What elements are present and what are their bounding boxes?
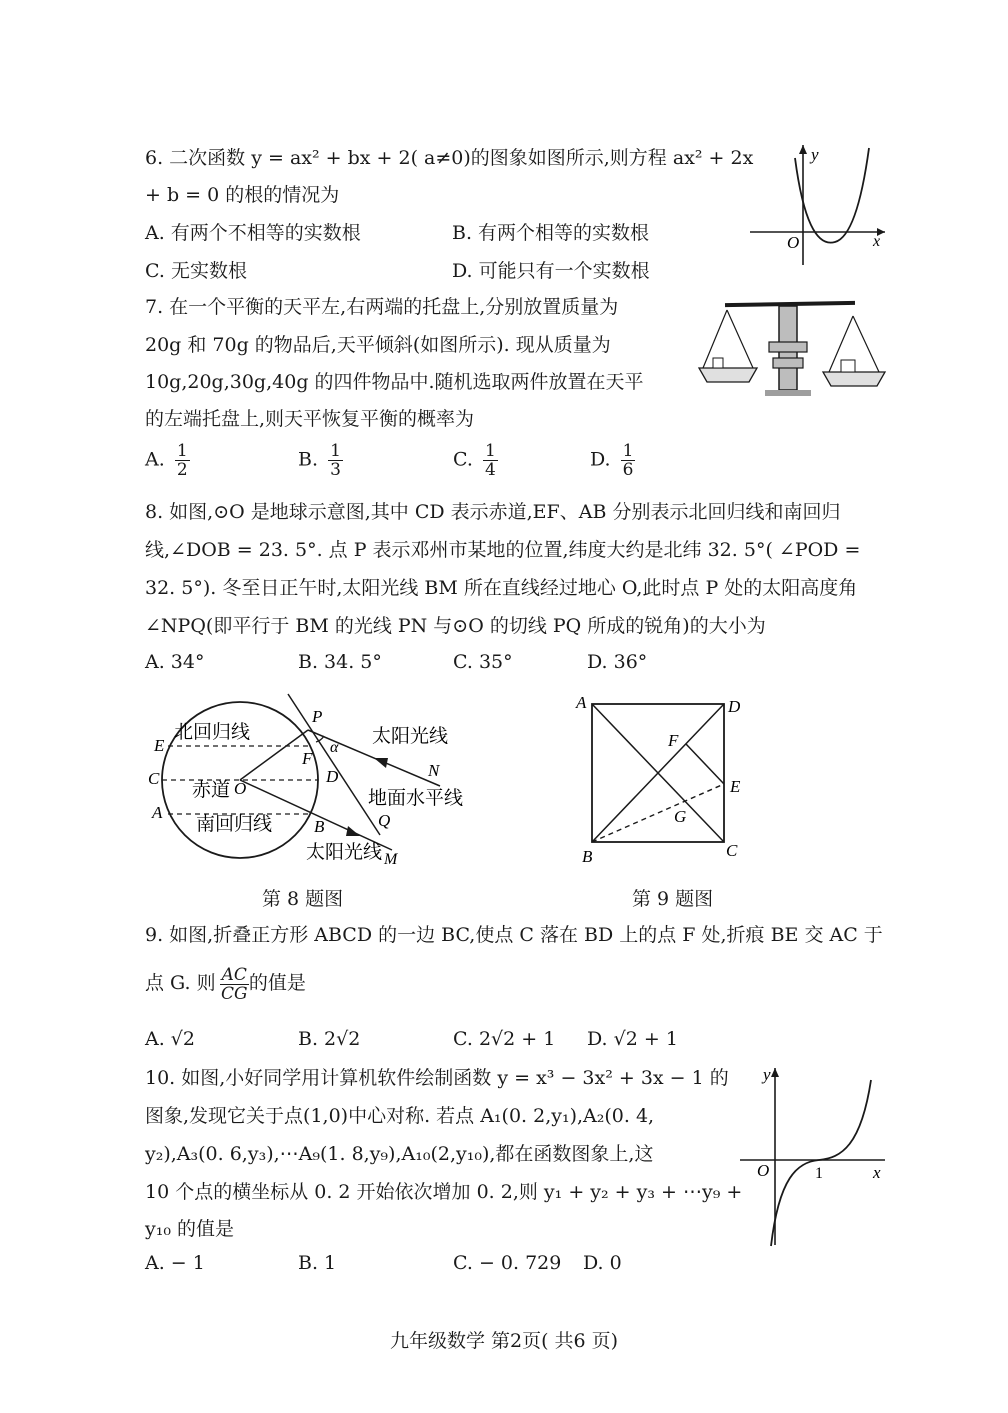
q8-option-b: B. 34. 5° — [298, 651, 382, 673]
q6-parabola-graph — [745, 140, 890, 270]
q8-option-d: D. 36° — [587, 651, 648, 673]
q7-left-string-2 — [727, 310, 753, 368]
q10-cubic-graph — [735, 1060, 895, 1250]
q8-label-north: 北回归线 — [174, 722, 251, 743]
q10-y-label: y — [763, 1065, 771, 1084]
q7-option-c — [453, 442, 498, 479]
q9-line1: 9. 如图,折叠正方形 ABCD 的一边 BC,使点 C 落在 BD 上的点 F 处,折痕 BE 交 AC 于 — [145, 924, 883, 946]
q7-option-b-letter: B. — [298, 448, 319, 471]
q9-option-b: B. 2√2 — [298, 1028, 361, 1050]
q6-option-a: A. 有两个不相等的实数根 — [145, 222, 361, 244]
q6-y-arrow-icon — [799, 145, 807, 154]
q8-label-A: A — [152, 803, 163, 822]
q7-line4: 的左端托盘上,则天平恢复平衡的概率为 — [145, 408, 475, 430]
q8-label-M: M — [384, 851, 398, 868]
q8-ray-BM-arrow-icon — [346, 826, 360, 836]
q8-label-N: N — [428, 761, 440, 780]
q9-option-d: D. √2 + 1 — [587, 1028, 678, 1050]
q6-origin-label: O — [787, 233, 800, 252]
q9-line2-post: 的值是 — [248, 972, 306, 994]
q7-left-weight — [713, 358, 723, 368]
q7-line3: 10g,20g,30g,40g 的四件物品中.随机选取两件放置在天平 — [145, 371, 644, 393]
q8-label-Q: Q — [378, 811, 391, 830]
q8-label-equator: 赤道 — [192, 780, 231, 801]
q9-line2 — [145, 960, 306, 1006]
q9-label-A: A — [576, 693, 587, 712]
q7-option-b-fraction — [328, 442, 343, 479]
q8-line4: ∠NPQ(即平行于 BM 的光线 PN 与⊙O 的切线 PQ 所成的锐角)的大小为 — [145, 615, 766, 637]
page-footer: 九年级数学 第2页( 共6 页) — [389, 1330, 619, 1352]
q7-left-pan — [699, 368, 757, 382]
q9-label-F: F — [668, 731, 679, 750]
q10-option-b: B. 1 — [298, 1252, 337, 1274]
q8-label-south: 南回归线 — [196, 814, 273, 835]
q8-label-C: C — [148, 769, 160, 788]
q9-label-G: G — [674, 807, 687, 826]
q7-right-weight — [841, 360, 855, 372]
q7-option-d-den: 6 — [622, 460, 634, 480]
q7-option-d-fraction — [621, 442, 636, 479]
q10-option-a: A. − 1 — [145, 1252, 205, 1274]
q8-earth-figure — [140, 690, 480, 880]
q6-line2: + b = 0 的根的情况为 — [145, 184, 340, 206]
q10-line1: 10. 如图,小好同学用计算机软件绘制函数 y = x³ − 3x² + 3x − 1 的 — [145, 1067, 729, 1089]
q7-line2: 20g 和 70g 的物品后,天平倾斜(如图所示). 现从质量为 — [145, 334, 611, 356]
q9-fraction-AC-CG — [220, 966, 249, 1003]
q8-label-E: E — [154, 736, 165, 755]
q7-option-c-letter: C. — [453, 448, 473, 471]
q7-option-b-num: 1 — [330, 441, 341, 461]
q10-line4: 10 个点的横坐标从 0. 2 开始依次增加 0. 2,则 y₁ + y₂ + y₃ + ⋯y₉ + — [145, 1181, 743, 1203]
q7-right-string-2 — [853, 316, 879, 372]
q8-label-O: O — [234, 779, 247, 798]
q6-option-b: B. 有两个相等的实数根 — [452, 222, 650, 244]
q7-option-b-den: 3 — [330, 460, 341, 480]
q10-origin-label: O — [757, 1161, 770, 1180]
q7-option-c-fraction — [483, 442, 498, 479]
q8-radius-OP — [240, 730, 308, 780]
q7-option-a-letter: A. — [145, 448, 165, 471]
q8-label-sun-bottom: 太阳光线 — [306, 842, 383, 863]
q10-line3: y₂),A₃(0. 6,y₃),⋯A₉(1. 8,y₉),A₁₀(2,y₁₀),都在函数图象上,这 — [145, 1143, 654, 1165]
q7-option-d — [590, 442, 635, 479]
q7-option-a — [145, 442, 190, 479]
q8-label-B: B — [314, 817, 325, 836]
q8-option-a: A. 34° — [145, 651, 205, 673]
q10-one-label: 1 — [815, 1165, 823, 1182]
q9-label-C: C — [726, 841, 738, 860]
q8-option-c: C. 35° — [453, 651, 513, 673]
q9-figure-caption: 第 9 题图 — [632, 888, 714, 910]
q7-option-d-letter: D. — [590, 448, 611, 471]
q7-line1: 7. 在一个平衡的天平左,右两端的托盘上,分别放置质量为 — [145, 296, 619, 318]
q9-fold-BE — [592, 784, 724, 842]
q8-line2: 线,∠DOB = 23. 5°. 点 P 表示邓州市某地的位置,纬度大约是北纬 32. 5°( ∠POD = — [145, 539, 861, 561]
q7-option-a-den: 2 — [176, 460, 188, 480]
q8-label-alpha: α — [330, 739, 339, 756]
q7-option-a-num: 1 — [176, 441, 188, 461]
q8-label-sun-top: 太阳光线 — [372, 726, 449, 747]
q6-parabola-curve — [795, 148, 869, 243]
q10-x-label: x — [873, 1163, 881, 1182]
q9-label-B: B — [582, 847, 593, 866]
q6-x-label: x — [873, 233, 881, 250]
q8-ray-PN-arrow-icon — [374, 758, 388, 768]
q9-label-E: E — [730, 777, 741, 796]
q8-figure-caption: 第 8 题图 — [262, 888, 344, 910]
q6-option-c: C. 无实数根 — [145, 260, 247, 282]
q8-line1: 8. 如图,⊙O 是地球示意图,其中 CD 表示赤道,EF、AB 分别表示北回归线和南回归 — [145, 501, 841, 523]
q7-beam — [725, 303, 855, 305]
q7-option-c-num: 1 — [484, 441, 496, 461]
q6-y-label: y — [811, 145, 819, 164]
q7-right-pan — [823, 372, 885, 386]
q10-option-c: C. − 0. 729 — [453, 1252, 562, 1274]
q8-line3: 32. 5°). 冬至日正午时,太阳光线 BM 所在直线经过地心 O,此时点 P 处的太阳高度角 — [145, 577, 858, 599]
q9-option-a: A. √2 — [145, 1028, 195, 1050]
q9-fraction-den: CG — [220, 983, 248, 1004]
q8-label-ground: 地面水平线 — [368, 788, 464, 809]
q8-label-F: F — [302, 749, 313, 768]
q9-line2-pre: 点 G. 则 — [145, 972, 216, 994]
q8-label-P: P — [312, 707, 323, 726]
q10-cubic-curve — [771, 1080, 871, 1246]
q9-label-D: D — [728, 697, 741, 716]
q7-stand-base — [765, 390, 811, 396]
q7-option-b — [298, 442, 343, 479]
q8-label-D: D — [326, 767, 339, 786]
q7-balance-scale-figure — [695, 290, 895, 400]
q7-stand-bar-2 — [773, 358, 803, 368]
q9-fraction-num: AC — [221, 964, 247, 985]
q9-segment-FE — [686, 744, 724, 784]
q10-option-d: D. 0 — [583, 1252, 622, 1274]
q9-option-c: C. 2√2 + 1 — [453, 1028, 556, 1050]
q10-line2: 图象,发现它关于点(1,0)中心对称. 若点 A₁(0. 2,y₁),A₂(0. 4, — [145, 1105, 655, 1127]
q6-option-d: D. 可能只有一个实数根 — [452, 260, 650, 282]
q7-option-a-fraction — [175, 442, 190, 479]
q6-line1: 6. 二次函数 y = ax² + bx + 2( a≠0)的图象如图所示,则方程 ax² + 2x — [145, 147, 754, 169]
q10-line5: y₁₀ 的值是 — [145, 1218, 235, 1240]
q10-y-arrow-icon — [771, 1068, 779, 1077]
q7-option-d-num: 1 — [622, 441, 634, 461]
q7-option-c-den: 4 — [484, 460, 496, 480]
q7-stand-bar — [769, 342, 807, 352]
q9-square-figure — [570, 690, 750, 870]
